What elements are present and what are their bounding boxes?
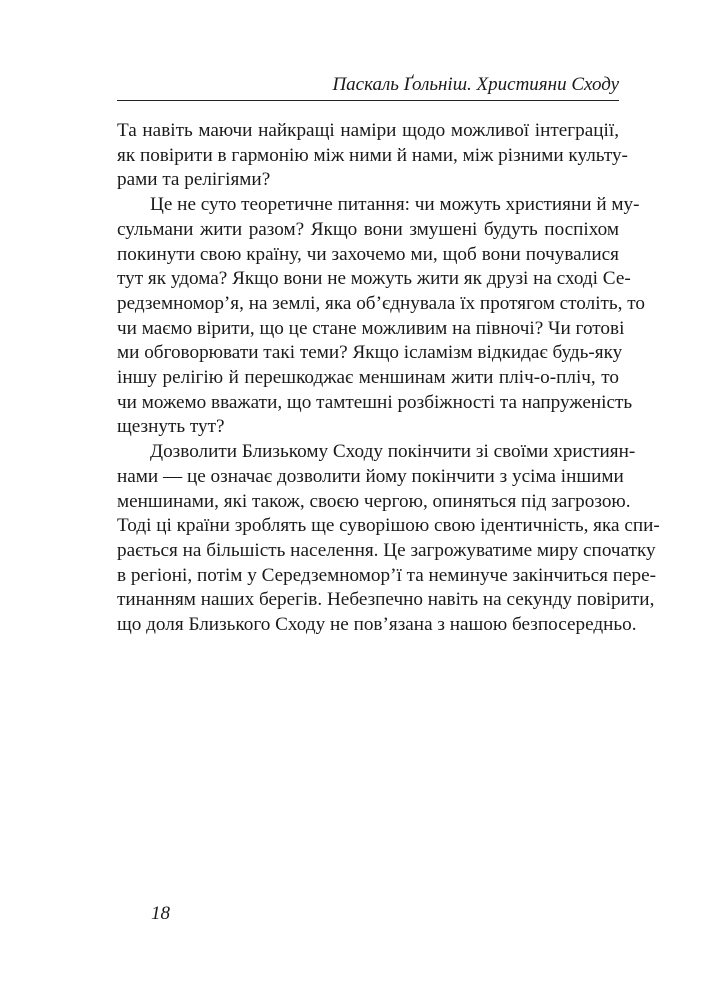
text-line: сульмани жити разом? Якщо вони змушені будуть поспіхом (117, 218, 619, 240)
text-line: чи можемо вважати, що тамтешні розбіжності та напруженість (117, 391, 633, 413)
body-text (117, 119, 660, 638)
text-line: тинанням наших берегів. Небезпечно навіть на секунду повірити, (117, 589, 655, 611)
text-line: Дозволити Близькому Сходу покінчити зі своїми християн- (150, 441, 636, 463)
text-line: в регіоні, потім у Середземномор’ї та неминуче закінчиться пере- (117, 564, 657, 586)
text-line: Та навіть маючи найкращі наміри щодо можливої інтеграції, (117, 120, 619, 141)
paragraph (117, 193, 645, 440)
text-line: як повірити в гармонію між ними й нами, між різними культу- (117, 144, 628, 166)
text-line: ми обговорювати такі теми? Якщо ісламізм відкидає будь-яку (117, 342, 623, 364)
header-rule (117, 100, 619, 101)
text-line: щезнуть тут? (117, 416, 225, 438)
text-line: що доля Близького Сходу не пов’язана з нашою безпосередньо. (117, 614, 637, 636)
text-line: нами — це означає дозволити йому покінчити з усіма іншими (117, 465, 624, 487)
text-line: рами та релігіями? (117, 169, 271, 191)
page-number: 18 (151, 903, 170, 924)
running-header: Паскаль Ґольніш. Християни Сходу (332, 74, 619, 95)
text-line: рається на більшість населення. Це загрожуватиме миру спочатку (117, 539, 656, 561)
text-line: чи маємо вірити, що це стане можливим на півночі? Чи готові (117, 317, 625, 339)
paragraph (117, 119, 628, 193)
text-line: тут як удома? Якщо вони не можуть жити як друзі на сході Се- (117, 268, 631, 290)
text-line: меншинами, які також, своєю чергою, опиняться під загрозою. (117, 490, 631, 512)
paragraph (117, 440, 660, 638)
text-line: покинути свою країну, чи захочемо ми, щоб вони почувалися (117, 243, 619, 265)
text-line: іншу релігію й перешкоджає меншинам жити пліч-о-пліч, то (117, 367, 619, 389)
text-line: редземномор’я, на землі, яка об’єднувала їх протягом століть, то (117, 292, 645, 314)
text-line: Тоді ці країни зроблять ще суворішою свою ідентичність, яка спи- (117, 515, 660, 537)
text-line: Це не суто теоретичне питання: чи можуть християни й му- (150, 194, 640, 216)
